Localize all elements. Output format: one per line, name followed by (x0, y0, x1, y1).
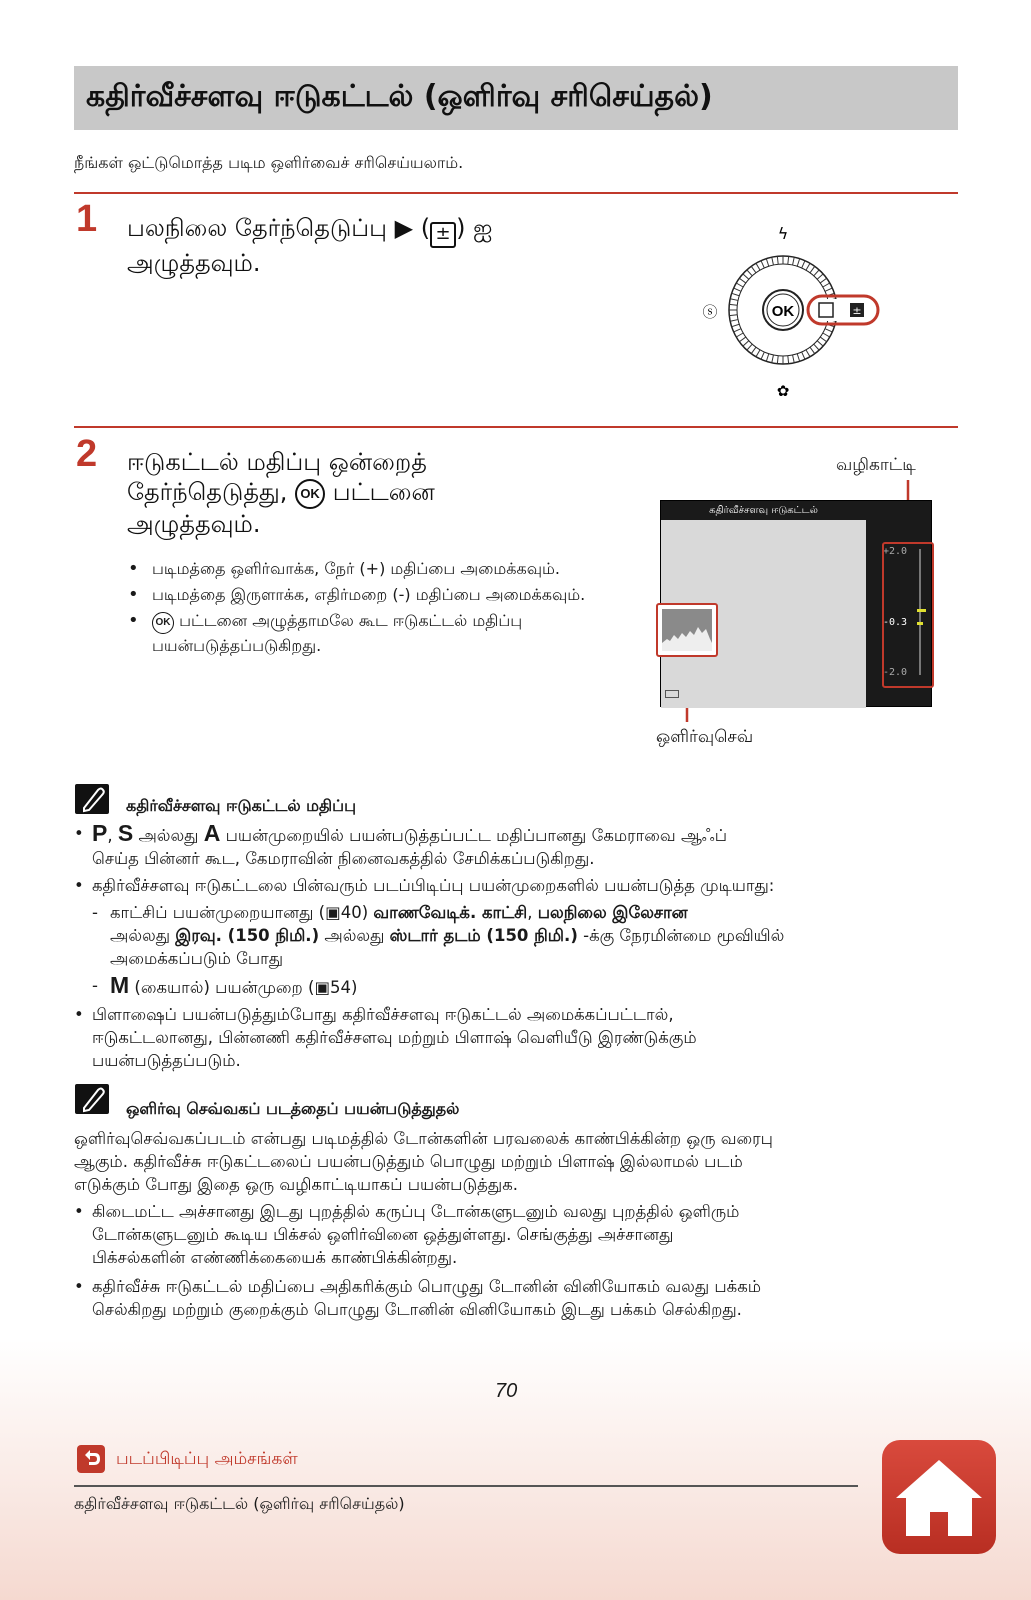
list-item: • பிளாஷைப் பயன்படுத்தும்போது கதிர்வீச்சளவு ஈடுகட்டல் அமைக்கப்பட்டால், ஈடுகட்டலானது, பின்னணி கதிர்வீச்சளவு மற்றும் பிளாஷ் வெளியீடு இரண்டுக்கும் பயன்படுத்தப்படும். (74, 1003, 958, 1072)
guide-label: வழிகாட்டி (836, 455, 916, 475)
step-2-line3: அழுத்தவும். (127, 510, 261, 538)
screen-title: கதிர்வீச்சளவு ஈடுகட்டல் (661, 501, 866, 520)
histogram-highlight (656, 603, 718, 657)
step-1-number: 1 (76, 198, 98, 240)
step-2-number: 2 (76, 433, 98, 475)
step-1-text: பலநிலை தேர்ந்தெடுப்பு ▶ ( ± ) ஐ அழுத்தவும். (127, 214, 493, 277)
note-2-body (74, 1127, 958, 1321)
back-arrow-icon[interactable] (77, 1445, 105, 1473)
battery-icon (665, 690, 679, 698)
guide-highlight (882, 542, 934, 688)
histogram-graph (662, 609, 712, 651)
list-item: • படிமத்தை ஒளிர்வாக்க, நேர் (+) மதிப்பை அமைக்கவும். (128, 557, 648, 580)
list-item: - காட்சிப் பயன்முறையானது (▣40) வாணவேடிக். காட்சி, பலநிலை இலேசான அல்லது இரவு. (150 நிமி.) அல்லது ஸ்டார் தடம் (150 நிமி.) -க்கு நேரமின்மை மூவியில் அமைக்கப்படும் போது (74, 901, 958, 970)
scale-min: -2.0 (883, 667, 908, 678)
ok-button-label: OK (771, 303, 795, 320)
page-number: 70 (495, 1380, 518, 1402)
macro-icon: ✿ (776, 382, 790, 400)
note-1-heading: கதிர்வீச்சளவு ஈடுகட்டல் மதிப்பு (126, 796, 356, 815)
list-item: • கிடைமட்ட அச்சானது இடது புறத்தில் கருப்பு டோன்களுடனும் வலது புறத்தில் ஒளிரும் டோன்களுடனும் கூடிய பிக்சல் ஒளிர்வினை ஒத்துள்ளது. செங்குத்து அச்சானது பிக்சல்களின் எண்ணிக்கையைக் காண்பிக்கின்றது. (74, 1200, 958, 1269)
back-link[interactable]: படப்பிடிப்பு அம்சங்கள் (116, 1449, 298, 1469)
pencil-note-icon (75, 1084, 109, 1114)
self-timer-icon: ⓢ (702, 303, 718, 321)
book-ref-icon: ▣ (314, 978, 331, 997)
step-1-line2: அழுத்தவும். (127, 249, 261, 277)
ok-button-icon: OK (295, 479, 325, 509)
step-2-line2b: பட்டனை (332, 478, 435, 506)
page-title-text: கதிர்வீச்சளவு ஈடுகட்டல் (ஒளிர்வு சரிசெய்தல்) (86, 78, 713, 114)
pencil-note-icon (75, 784, 109, 814)
right-arrow-icon: ▶ (394, 214, 414, 242)
footer-divider (74, 1485, 858, 1487)
footer-section-title: கதிர்வீச்சளவு ஈடுகட்டல் (ஒளிர்வு சரிசெய்தல்) (74, 1494, 405, 1513)
list-item: • OK பட்டனை அழுத்தாமலே கூட ஈடுகட்டல் மதிப்பு பயன்படுத்தப்படுகிறது. (128, 609, 648, 657)
home-button[interactable] (882, 1440, 996, 1554)
step-1-suffix: ஐ (473, 214, 493, 242)
list-item: • படிமத்தை இருளாக்க, எதிர்மறை (-) மதிப்பை அமைக்கவும். (128, 583, 648, 606)
note-2-paragraph: ஒளிர்வுசெவ்வகப்படம் என்பது படிமத்தில் டோன்களின் பரவலைக் காண்பிக்கின்ற ஒரு வரைபு ஆகும். கதிர்வீச்சு ஈடுகட்டலைப் பயன்படுத்தும் பொழுது மற்றும் பிளாஷ் இல்லாமல் படம் எடுக்கும் போது இதை ஒரு வழிகாட்டியாகப் பயன்படுத்துக. (74, 1129, 773, 1194)
exposure-comp-icon: ± (430, 222, 456, 248)
step-2-line1: ஈடுகட்டல் மதிப்பு ஒன்றைத் (127, 448, 427, 476)
note-2-heading: ஒளிர்வு செவ்வகப் படத்தைப் பயன்படுத்துதல் (126, 1099, 460, 1118)
intro-text: நீங்கள் ஒட்டுமொத்த படிம ஒளிர்வைச் சரிசெய்யலாம். (74, 153, 464, 172)
list-item: • கதிர்வீச்சளவு ஈடுகட்டலை பின்வரும் படப்பிடிப்பு பயன்முறைகளில் பயன்படுத்த முடியாது: (74, 874, 958, 897)
ok-button-icon: OK (152, 612, 174, 634)
step-1-line1: பலநிலை தேர்ந்தெடுப்பு (127, 214, 387, 242)
book-ref-icon: ▣ (325, 903, 341, 922)
list-item: • P, S அல்லது A பயன்முறையில் பயன்படுத்தப்பட்ட மதிப்பானது கேமராவை ஆஃப் செய்த பின்னர் கூட, கேமராவின் நினைவகத்தில் சேமிக்கப்படுகிறது. (74, 822, 958, 870)
svg-text:±: ± (852, 304, 862, 317)
histogram-label: ஒளிர்வுசெவ் (656, 727, 754, 747)
home-icon (882, 1440, 996, 1554)
list-item: • கதிர்வீச்சு ஈடுகட்டல் மதிப்பை அதிகரிக்கும் பொழுது டோனின் வினியோகம் வலது பக்கம் செல்கிறது மற்றும் குறைக்கும் பொழுது டோனின் வினியோகம் இடது பக்கம் செல்கிறது. (74, 1275, 958, 1321)
note-1-body (74, 822, 958, 1072)
scale-max: +2.0 (883, 546, 908, 557)
step-2-line2: தேர்ந்தெடுத்து, (127, 478, 288, 506)
scale-current: -0.3 (883, 617, 908, 628)
flash-icon: ϟ (777, 225, 789, 243)
list-item: - M (கையால்) பயன்முறை (▣54) (74, 974, 958, 999)
